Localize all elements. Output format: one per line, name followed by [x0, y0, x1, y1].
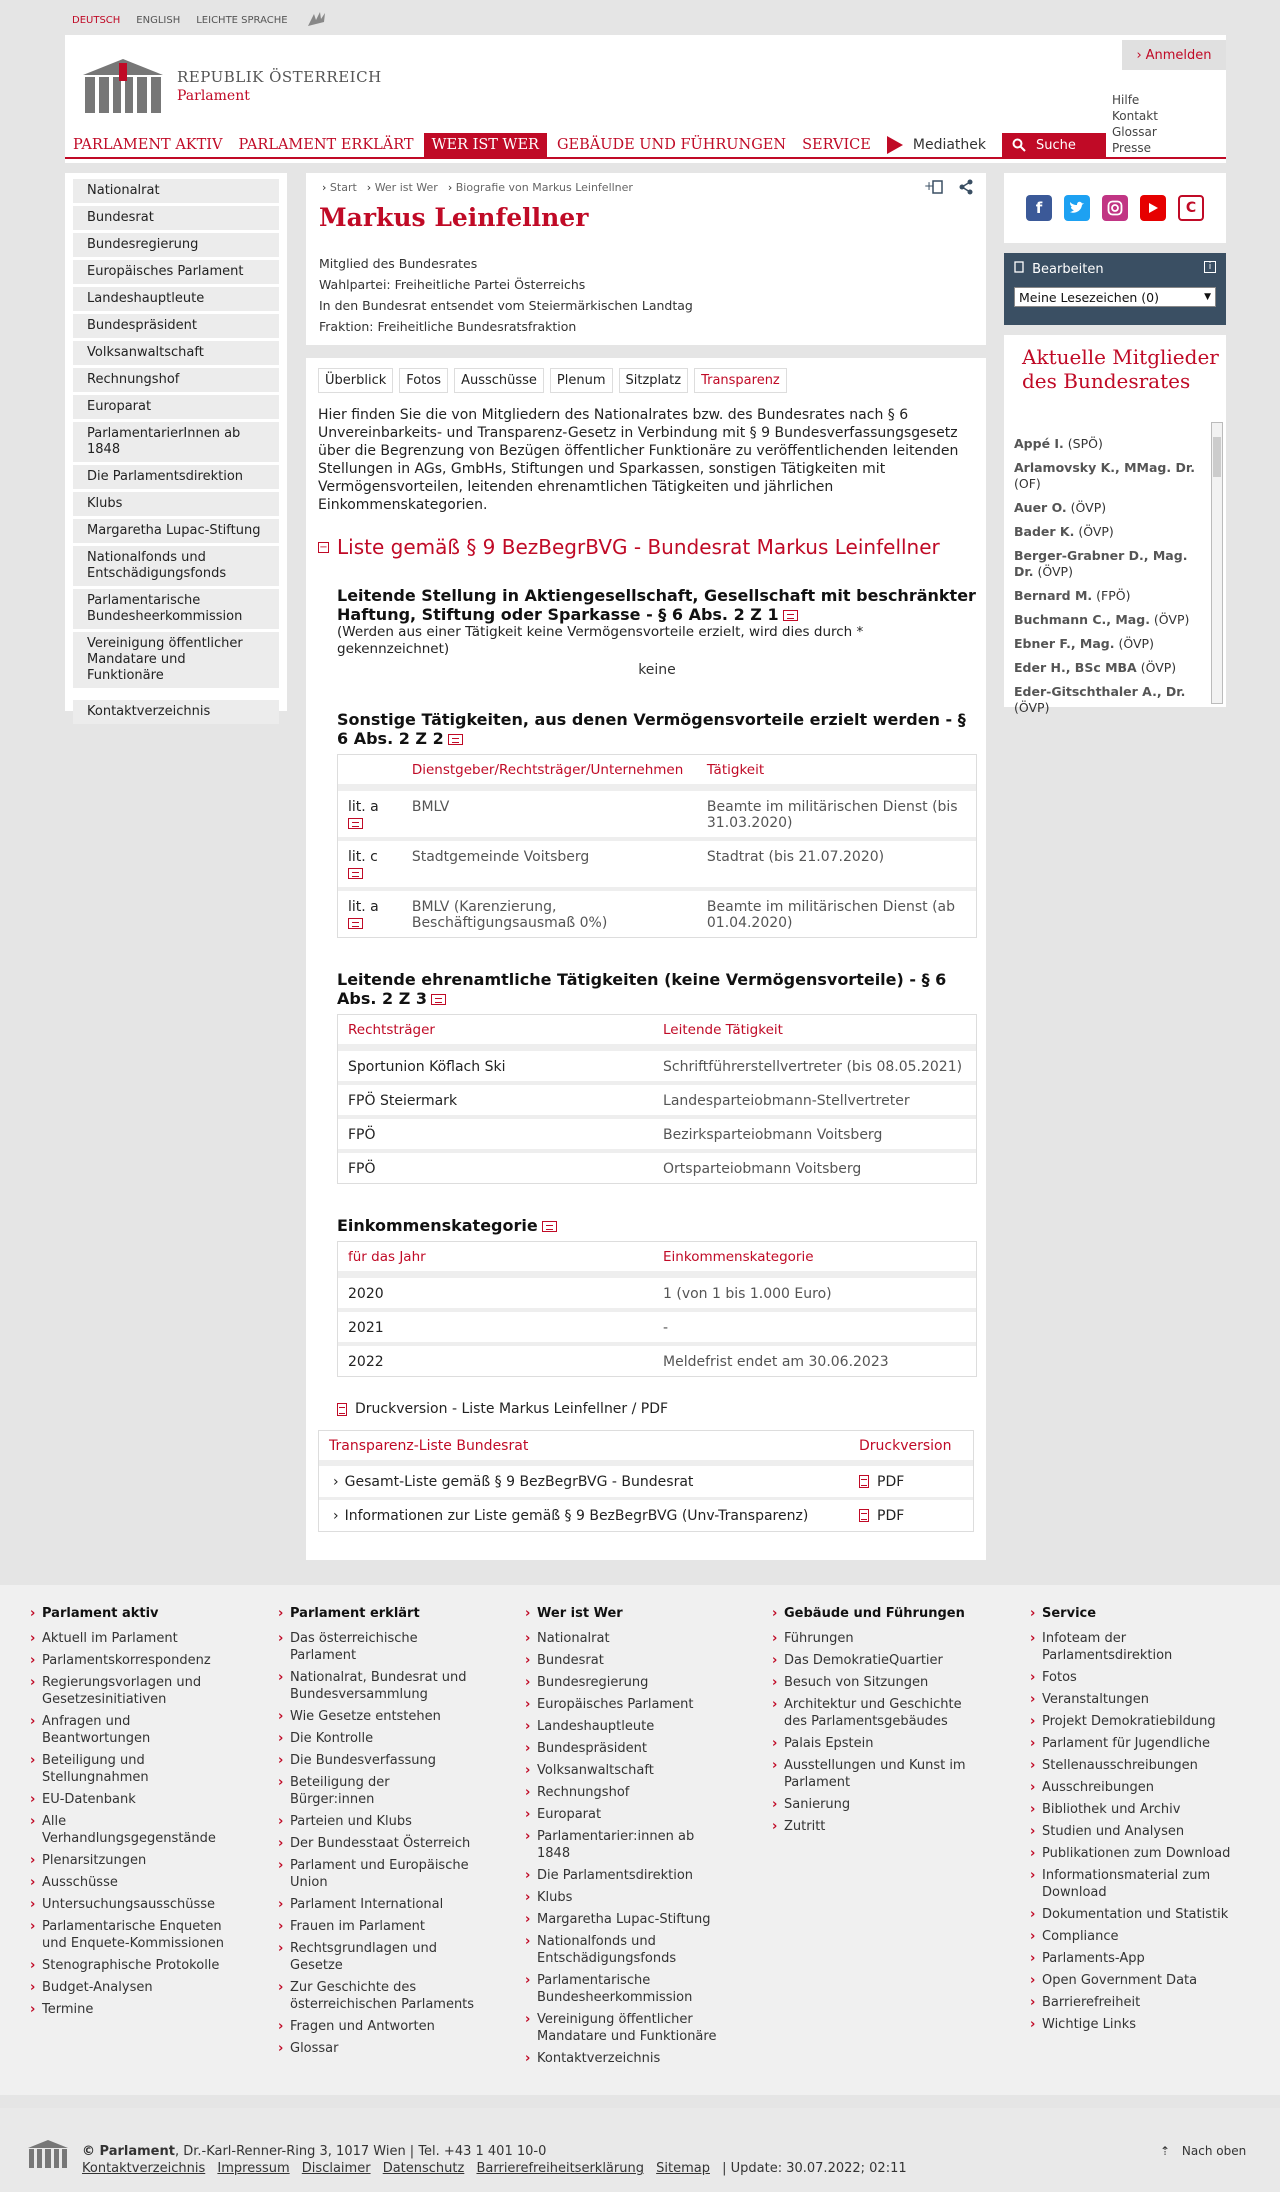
member-item[interactable]: Buchmann C., Mag. (ÖVP) — [1014, 612, 1190, 627]
member-item[interactable]: Eder-Gitschthaler A., Dr. (ÖVP) — [1014, 684, 1186, 715]
footer-link[interactable]: › Termine — [30, 2001, 230, 2018]
lit-label: lit. c — [348, 849, 378, 865]
biography-panel — [306, 173, 986, 345]
section-title: Leitende Stellung in Aktiengesellschaft, Gesellschaft mit beschränkter Haftung, Stiftung oder Sparkasse - § 6 Abs. 2 Z 1 — [337, 586, 976, 624]
footer-link[interactable]: › Dokumentation und Statistik — [1030, 1906, 1240, 1923]
footer-link[interactable]: › Wie Gesetze entstehen — [278, 1708, 478, 1725]
sidebar-item-bundespraesident[interactable]: Bundespräsident — [73, 314, 279, 338]
column-header: für das Jahr — [348, 1248, 426, 1265]
footer-link[interactable]: › Beteiligung und Stellungnahmen — [30, 1752, 230, 1786]
year-cell: 2021 — [348, 1320, 384, 1336]
info-icon[interactable] — [348, 868, 363, 879]
footer-link[interactable]: › Die Kontrolle — [278, 1730, 478, 1747]
org-cell: FPÖ — [348, 1161, 376, 1177]
activities-table — [337, 754, 977, 938]
help-link[interactable]: Hilfe — [1112, 93, 1140, 107]
footer-link[interactable]: › Europarat — [525, 1806, 725, 1823]
employer-cell: BMLV (Karenzierung, Beschäftigungsausmaß 0%) — [411, 899, 608, 931]
employer-cell: Stadtgemeinde Voitsberg — [411, 849, 590, 865]
list-toggle[interactable] — [318, 535, 940, 559]
table-row — [338, 787, 976, 837]
category-cell: 1 (von 1 bis 1.000 Euro) — [663, 1286, 832, 1302]
table-row — [338, 1308, 976, 1342]
footer-column-heading[interactable]: › Gebäude und Führungen — [772, 1605, 972, 1622]
sidebar-item-bundesregierung[interactable]: Bundesregierung — [73, 233, 279, 257]
nav-gebaeude-fuehrungen[interactable]: GEBÄUDE UND FÜHRUNGEN — [556, 137, 787, 153]
link-datenschutz[interactable]: Datenschutz — [382, 2161, 465, 2176]
info-icon[interactable]: i — [1204, 261, 1216, 273]
footer-column-heading[interactable]: › Service — [1030, 1605, 1240, 1622]
tab-ausschuesse[interactable]: Ausschüsse — [454, 368, 544, 393]
footer-link[interactable]: › Untersuchungsausschüsse — [30, 1896, 230, 1913]
footer-link[interactable]: › Parlaments-App — [1030, 1950, 1240, 1967]
year-cell: 2020 — [348, 1286, 384, 1302]
info-icon[interactable] — [348, 918, 363, 929]
employer-cell: BMLV — [411, 799, 450, 815]
footer-link[interactable]: › Parlament für Jugendliche — [1030, 1735, 1240, 1752]
list-title: Liste gemäß § 9 BezBegrBVG - Bundesrat Markus Leinfellner — [337, 535, 940, 559]
chevron-down-icon: ▼ — [1204, 292, 1211, 302]
category-cell: Meldefrist endet am 30.06.2023 — [663, 1354, 889, 1370]
members-title: Aktuelle Mitglieder des Bundesrates — [1022, 345, 1219, 393]
footer-column — [1030, 1605, 1240, 2038]
sidebar-item-europaeisches-parlament[interactable]: Europäisches Parlament — [73, 260, 279, 284]
table-header — [338, 1015, 976, 1047]
facebook-icon[interactable]: f — [1026, 195, 1052, 221]
sidebar-item-rechnungshof[interactable]: Rechnungshof — [73, 368, 279, 392]
org-cell: Sportunion Köflach Ski — [348, 1059, 506, 1075]
footer-link[interactable]: › Margaretha Lupac-Stiftung — [525, 1911, 725, 1928]
parliament-logo[interactable] — [79, 55, 382, 117]
footer-link[interactable]: › Parlamentarier:innen ab 1848 — [525, 1828, 725, 1862]
main-navigation — [65, 133, 1226, 159]
section-title: Einkommenskategorie — [337, 1216, 538, 1235]
member-item[interactable]: Arlamovsky K., MMag. Dr. (OF) — [1014, 460, 1195, 491]
info-icon[interactable] — [431, 994, 446, 1005]
member-item[interactable]: Bernard M. (FPÖ) — [1014, 588, 1131, 603]
lit-label: lit. a — [348, 799, 379, 815]
footer-link[interactable]: › Wichtige Links — [1030, 2016, 1240, 2033]
footer-link[interactable]: › Stellenausschreibungen — [1030, 1757, 1240, 1774]
footer-link[interactable]: › Aktuell im Parlament — [30, 1630, 230, 1647]
footer-link[interactable]: › Bibliothek und Archiv — [1030, 1801, 1240, 1818]
logo-title: REPUBLIK ÖSTERREICH — [177, 68, 382, 86]
activity-cell: Beamte im militärischen Dienst (ab 01.04.2020) — [706, 899, 955, 931]
footer-link[interactable]: › Ausschreibungen — [1030, 1779, 1240, 1796]
footer-link[interactable]: › Die Parlamentsdirektion — [525, 1867, 725, 1884]
footer-link[interactable]: › Parlamentarische Enqueten und Enquete-Kommissionen — [30, 1918, 230, 1952]
table-header — [338, 1242, 976, 1274]
update-timestamp: | Update: 30.07.2022; 02:11 — [722, 2161, 907, 2176]
press-link[interactable]: Presse — [1112, 141, 1151, 155]
activity-cell: Stadtrat (bis 21.07.2020) — [706, 849, 885, 865]
table-header — [319, 1431, 973, 1463]
sidebar-item-kontaktverzeichnis[interactable]: Kontaktverzeichnis — [73, 700, 279, 724]
table-row — [338, 1342, 976, 1376]
lang-en[interactable]: ENGLISH — [136, 14, 181, 26]
social-links — [1004, 173, 1226, 243]
pdf-icon — [337, 1403, 347, 1416]
footer-link[interactable]: › Europäisches Parlament — [525, 1696, 725, 1713]
footer-link[interactable]: › Landeshauptleute — [525, 1718, 725, 1735]
sidebar-item-europarat[interactable]: Europarat — [73, 395, 279, 419]
glossary-link[interactable]: Glossar — [1112, 125, 1157, 139]
footer-link[interactable]: › Parlamentarische Bundesheerkommission — [525, 1972, 725, 2006]
table-header — [338, 755, 976, 787]
sidebar-item-volksanwaltschaft[interactable]: Volksanwaltschaft — [73, 341, 279, 365]
list-link[interactable]: Gesamt-Liste gemäß § 9 BezBegrBVG - Bundesrat — [344, 1473, 694, 1490]
footer-link[interactable]: › Ausstellungen und Kunst im Parlament — [772, 1757, 972, 1791]
intro-text: Hier finden Sie die von Mitgliedern des Nationalrates bzw. des Bundesrates nach § 6 Unvereinbarkeits- und Transparenz-Gesetz in Verbindung mit § 9 Bundesverfassungsgesetz über die Begrenzung von Bezügen öffentlicher Funktionäre zu veröffentlichenden leitenden Stellungen in AGs, GmbHs, Stiftungen und Sparkassen, sonstigen Tätigkeiten mit Vermögensvorteilen, leitenden ehrenamtlichen Tätigkeiten und jährlichen Einkommenskategorien. — [318, 407, 959, 513]
nav-parlament-aktiv[interactable]: PARLAMENT AKTIV — [73, 137, 223, 153]
footer-link[interactable]: › Bundespräsident — [525, 1740, 725, 1757]
table-row — [338, 1274, 976, 1308]
sidebar-item-lupac-stiftung[interactable]: Margaretha Lupac-Stiftung — [73, 519, 279, 543]
svg-text:+: + — [924, 179, 935, 193]
honorary-table — [337, 1014, 977, 1184]
footer-column — [772, 1605, 972, 1840]
column-header: Rechtsträger — [348, 1021, 435, 1038]
footer-link[interactable]: › Palais Epstein — [772, 1735, 972, 1752]
footer-link[interactable]: › Projekt Demokratiebildung — [1030, 1713, 1240, 1730]
footer-link[interactable]: › Fotos — [1030, 1669, 1240, 1686]
footer-link[interactable]: › Alle Verhandlungsgegenstände — [30, 1813, 230, 1847]
collapse-icon: − — [319, 541, 328, 553]
section-income-category — [337, 1216, 977, 1377]
footer-column — [525, 1605, 725, 2072]
members-list — [1014, 436, 1209, 715]
pdf-icon — [859, 1509, 869, 1522]
bookmark-panel — [1004, 253, 1226, 325]
parliament-building-icon — [79, 55, 167, 117]
back-to-top-button[interactable]: ⇡ Nach oben — [1160, 2144, 1247, 2158]
footer-column-heading[interactable]: › Parlament aktiv — [30, 1605, 230, 1622]
footer-link[interactable]: › Open Government Data — [1030, 1972, 1240, 1989]
parliament-building-icon — [26, 2138, 70, 2170]
table-row — [338, 1047, 976, 1081]
column-header: Druckversion — [859, 1437, 952, 1454]
footer-link[interactable]: › Regierungsvorlagen und Gesetzesinitiativen — [30, 1674, 230, 1708]
twitter-icon[interactable] — [1064, 195, 1090, 221]
role-cell: Landesparteiobmann-Stellvertreter — [663, 1093, 910, 1109]
footer-link[interactable]: › Ausschüsse — [30, 1874, 230, 1891]
nav-service[interactable]: SERVICE — [802, 137, 871, 153]
page-title: Markus Leinfellner — [319, 203, 589, 232]
arrow-up-icon: ⇡ — [1160, 2144, 1171, 2158]
table-row — [338, 837, 976, 887]
section-value: keine — [638, 662, 676, 678]
footer-link[interactable]: › Frauen im Parlament — [278, 1918, 478, 1935]
column-header: Transparenz-Liste Bundesrat — [329, 1437, 529, 1454]
sidebar-item-nationalrat[interactable]: Nationalrat — [73, 179, 279, 203]
sidebar-item-bundesheerkommission[interactable]: Parlamentarische Bundesheerkommission — [73, 589, 279, 629]
footer-link[interactable]: › Rechnungshof — [525, 1784, 725, 1801]
breadcrumb-start[interactable]: › Start — [322, 181, 357, 194]
footer-column-heading[interactable]: › Wer ist Wer — [525, 1605, 725, 1622]
site-header — [65, 35, 1226, 163]
role-cell: Schriftführerstellvertreter (bis 08.05.2021) — [663, 1059, 963, 1075]
link-disclaimer[interactable]: Disclaimer — [301, 2161, 371, 2176]
footer-link[interactable]: › Rechtsgrundlagen und Gesetze — [278, 1940, 478, 1974]
document-icon — [1014, 261, 1024, 273]
column-header: Einkommenskategorie — [663, 1248, 814, 1265]
info-icon[interactable] — [348, 818, 363, 829]
footer-link[interactable]: › Nationalrat, Bundesrat und Bundesversammlung — [278, 1669, 478, 1703]
footer-link[interactable]: › Parlament International — [278, 1896, 478, 1913]
breadcrumb-current: › Biografie von Markus Leinfellner — [448, 181, 633, 194]
tab-fotos[interactable]: Fotos — [399, 368, 448, 393]
bookmark-edit[interactable]: Bearbeiten — [1014, 261, 1104, 277]
link-kontaktverzeichnis[interactable]: Kontaktverzeichnis — [82, 2161, 206, 2176]
footer-link[interactable]: › Nationalfonds und Entschädigungsfonds — [525, 1933, 725, 1967]
category-cell: - — [663, 1320, 669, 1336]
language-bar — [72, 12, 330, 28]
sidebar-item-landeshauptleute[interactable]: Landeshauptleute — [73, 287, 279, 311]
print-version-link[interactable]: Druckversion - Liste Markus Leinfellner / PDF — [337, 1401, 668, 1417]
lang-easy[interactable]: LEICHTE SPRACHE — [196, 14, 288, 26]
footer-link[interactable]: › EU-Datenbank — [30, 1791, 230, 1808]
footer-link[interactable]: › Die Bundesverfassung — [278, 1752, 478, 1769]
login-button[interactable]: › Anmelden — [1122, 40, 1226, 70]
sidebar-item-klubs[interactable]: Klubs — [73, 492, 279, 516]
footer-link[interactable]: › Parteien und Klubs — [278, 1813, 478, 1830]
member-item[interactable]: Eder H., BSc MBA (ÖVP) — [1014, 660, 1177, 675]
member-item[interactable]: Appé I. (SPÖ) — [1014, 436, 1103, 451]
footer-column-heading[interactable]: › Parlament erklärt — [278, 1605, 478, 1622]
pdf-link[interactable]: PDF — [853, 1474, 973, 1490]
column-header: Tätigkeit — [706, 761, 765, 778]
bio-actions — [924, 179, 974, 195]
footer-link[interactable]: › Compliance — [1030, 1928, 1240, 1945]
footer-link[interactable]: › Vereinigung öffentlicher Mandatare und Funktionäre — [525, 2011, 725, 2045]
site-footer — [0, 1585, 1280, 2095]
footer-link[interactable]: › Besuch von Sitzungen — [772, 1674, 972, 1691]
bio-role: Mitglied des Bundesrates — [319, 256, 478, 271]
footer-column — [278, 1605, 478, 2062]
transparency-content — [306, 358, 986, 1560]
footer-link[interactable]: › Beteiligung der Bürger:innen — [278, 1774, 478, 1808]
footer-link[interactable]: › Plenarsitzungen — [30, 1852, 230, 1869]
tab-transparenz[interactable]: Transparenz — [694, 368, 787, 393]
income-table — [337, 1241, 977, 1377]
footer-link[interactable]: › Barrierefreiheit — [1030, 1994, 1240, 2011]
org-cell: FPÖ Steiermark — [348, 1093, 458, 1109]
sign-language-icon[interactable] — [304, 10, 330, 31]
org-cell: FPÖ — [348, 1127, 376, 1143]
sidebar-item-bundesrat[interactable]: Bundesrat — [73, 206, 279, 230]
column-header: Leitende Tätigkeit — [663, 1021, 783, 1038]
footer-link[interactable]: › Das DemokratieQuartier — [772, 1652, 972, 1669]
footer-link[interactable]: › Informationsmaterial zum Download — [1030, 1867, 1240, 1901]
footer-link[interactable]: › Bundesregierung — [525, 1674, 725, 1691]
footer-link[interactable]: › Der Bundesstaat Österreich — [278, 1835, 478, 1852]
pdf-link[interactable]: PDF — [853, 1508, 973, 1524]
play-icon — [887, 136, 903, 154]
role-cell: Bezirksparteiobmann Voitsberg — [663, 1127, 883, 1143]
transparency-list-table — [318, 1430, 974, 1532]
link-barrierefreiheit[interactable]: Barrierefreiheitserklärung — [476, 2161, 644, 2176]
link-sitemap[interactable]: Sitemap — [656, 2161, 710, 2176]
bookmark-select[interactable]: Meine Lesezeichen (0) ▼ — [1014, 287, 1216, 307]
bio-details — [319, 253, 693, 337]
footer-link[interactable]: › Führungen — [772, 1630, 972, 1647]
tab-sitzplatz[interactable]: Sitzplatz — [619, 368, 689, 393]
section-honorary-activities — [337, 970, 977, 1184]
info-icon[interactable] — [783, 610, 798, 621]
footer-link[interactable]: › Architektur und Geschichte des Parlamentsgebäudes — [772, 1696, 972, 1730]
table-row — [338, 1149, 976, 1183]
column-header: Dienstgeber/Rechtsträger/Unternehmen — [411, 761, 684, 778]
year-cell: 2022 — [348, 1354, 384, 1370]
instagram-icon[interactable] — [1102, 195, 1128, 221]
sidebar-item-nationalfonds[interactable]: Nationalfonds und Entschädigungsfonds — [73, 546, 279, 586]
footer-link[interactable]: › Parlament und Europäische Union — [278, 1857, 478, 1891]
info-icon[interactable] — [448, 734, 463, 745]
pdf-icon — [859, 1475, 869, 1488]
share-icon[interactable] — [958, 179, 974, 195]
members-scrollbar[interactable] — [1211, 422, 1223, 704]
section-leading-position — [337, 586, 977, 678]
copyright: © Parlament — [82, 2144, 175, 2159]
nav-wer-ist-wer[interactable]: WER IST WER — [424, 133, 547, 157]
footer-link[interactable]: › Studien und Analysen — [1030, 1823, 1240, 1840]
footer-link[interactable]: › Budget-Analysen — [30, 1979, 230, 1996]
youtube-icon[interactable] — [1140, 195, 1166, 221]
role-cell: Ortsparteiobmann Voitsberg — [663, 1161, 862, 1177]
info-icon[interactable] — [542, 1221, 557, 1232]
list-link[interactable]: Informationen zur Liste gemäß § 9 BezBegrBVG (Unv-Transparenz) — [344, 1507, 809, 1524]
lang-de[interactable]: DEUTSCH — [72, 14, 121, 26]
tab-plenum[interactable]: Plenum — [550, 368, 613, 393]
footer-link[interactable]: › Anfragen und Beantwortungen — [30, 1713, 230, 1747]
sidebar-item-parlamentsdirektion[interactable]: Die Parlamentsdirektion — [73, 465, 279, 489]
breadcrumb — [322, 181, 633, 194]
bio-delegation: In den Bundesrat entsendet vom Steiermärkischen Landtag — [319, 298, 693, 313]
footer-link[interactable]: › Volksanwaltschaft — [525, 1762, 725, 1779]
app-icon[interactable]: C — [1178, 195, 1204, 221]
member-item[interactable]: Berger-Grabner D., Mag. Dr. (ÖVP) — [1014, 548, 1188, 579]
member-item[interactable]: Bader K. (ÖVP) — [1014, 524, 1114, 539]
member-item[interactable]: Auer O. (ÖVP) — [1014, 500, 1107, 515]
footer-link[interactable]: › Das österreichische Parlament — [278, 1630, 478, 1664]
lit-label: lit. a — [348, 899, 379, 915]
profile-tabs — [318, 368, 787, 393]
footer-link[interactable]: › Fragen und Antworten — [278, 2018, 478, 2035]
bookmark-add-icon[interactable] — [924, 179, 944, 195]
section-other-activities — [337, 710, 977, 938]
footer-column — [30, 1605, 230, 2023]
table-row — [338, 887, 976, 937]
breadcrumb-wer-ist-wer[interactable]: › Wer ist Wer — [367, 181, 438, 194]
search-icon — [1012, 138, 1026, 152]
footer-bottom-bar — [0, 2108, 1280, 2192]
bio-party: Wahlpartei: Freiheitliche Partei Österreichs — [319, 277, 586, 292]
link-impressum[interactable]: Impressum — [217, 2161, 290, 2176]
contact-link[interactable]: Kontakt — [1112, 109, 1158, 123]
table-row — [338, 1115, 976, 1149]
search-button[interactable]: Suche — [1002, 133, 1106, 157]
footer-link[interactable]: › Nationalrat — [525, 1630, 725, 1647]
section-title: Sonstige Tätigkeiten, aus denen Vermögensvorteile erzielt werden - § 6 Abs. 2 Z 2 — [337, 710, 966, 748]
sidebar-item-vereinigung[interactable]: Vereinigung öffentlicher Mandatare und Funktionäre — [73, 632, 279, 688]
table-row — [338, 1081, 976, 1115]
footer-link[interactable]: › Infoteam der Parlamentsdirektion — [1030, 1630, 1240, 1664]
footer-link[interactable]: › Glossar — [278, 2040, 478, 2057]
footer-link[interactable]: › Sanierung — [772, 1796, 972, 1813]
logo-subtitle: Parlament — [177, 88, 250, 104]
member-item[interactable]: Ebner F., Mag. (ÖVP) — [1014, 636, 1154, 651]
footer-link[interactable]: › Parlamentskorrespondenz — [30, 1652, 230, 1669]
footer-link[interactable]: › Zur Geschichte des österreichischen Parlaments — [278, 1979, 478, 2013]
section-note: (Werden aus einer Tätigkeit keine Vermögensvorteile erzielt, wird dies durch * gekennzeichnet) — [337, 624, 864, 657]
footer-link[interactable]: › Zutritt — [772, 1818, 972, 1835]
sidebar-nav — [65, 173, 287, 719]
section-title: Leitende ehrenamtliche Tätigkeiten (keine Vermögensvorteile) - § 6 Abs. 2 Z 3 — [337, 970, 947, 1008]
bio-faction: Fraktion: Freiheitliche Bundesratsfraktion — [319, 319, 577, 334]
members-panel — [1004, 335, 1226, 715]
footer-link[interactable]: › Klubs — [525, 1889, 725, 1906]
nav-parlament-erklaert[interactable]: PARLAMENT ERKLÄRT — [238, 137, 414, 153]
footer-link[interactable]: › Publikationen zum Download — [1030, 1845, 1240, 1862]
footer-link[interactable]: › Kontaktverzeichnis — [525, 2050, 725, 2067]
table-row: › Gesamt-Liste gemäß § 9 BezBegrBVG - Bundesrat PDF — [319, 1463, 973, 1497]
footer-link[interactable]: › Stenographische Protokolle — [30, 1957, 230, 1974]
activity-cell: Beamte im militärischen Dienst (bis 31.03.2020) — [706, 799, 958, 831]
nav-mediathek[interactable]: Mediathek — [879, 133, 994, 157]
address: , Dr.-Karl-Renner-Ring 3, 1017 Wien | Tel. +43 1 401 10-0 — [174, 2144, 547, 2159]
tab-ueberblick[interactable]: Überblick — [318, 368, 393, 393]
sidebar-item-parlamentarierinnen[interactable]: ParlamentarierInnen ab 1848 — [73, 422, 279, 462]
footer-link[interactable]: › Veranstaltungen — [1030, 1691, 1240, 1708]
table-row: › Informationen zur Liste gemäß § 9 BezBegrBVG (Unv-Transparenz) PDF — [319, 1497, 973, 1531]
footer-link[interactable]: › Bundesrat — [525, 1652, 725, 1669]
